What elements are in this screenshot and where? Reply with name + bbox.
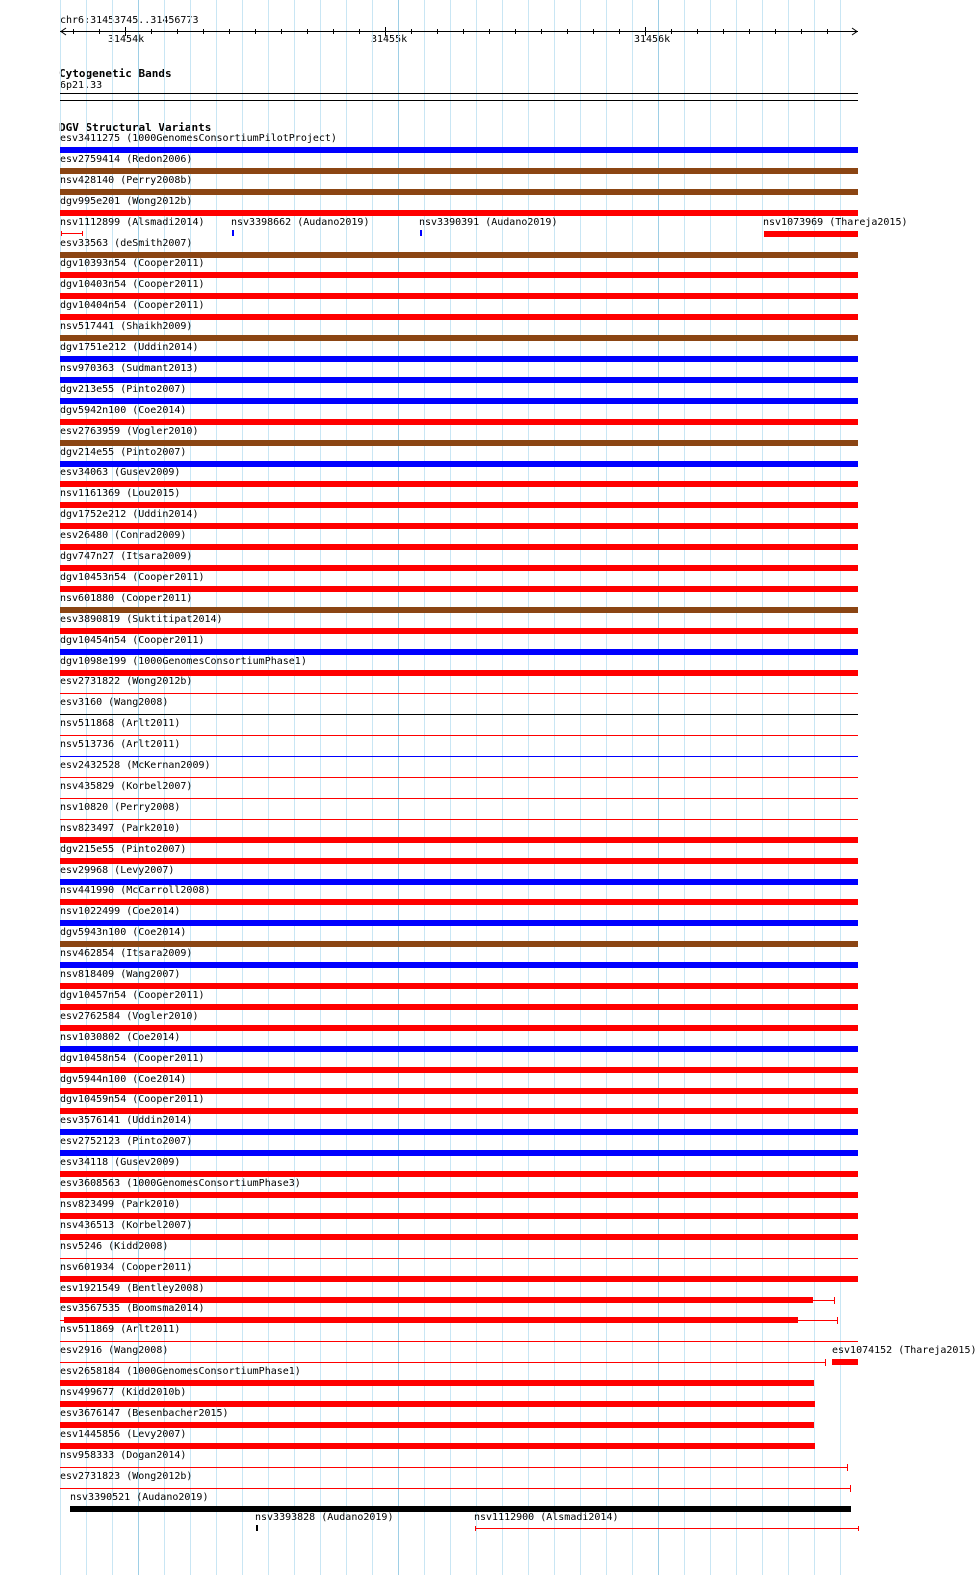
variant-bar [60, 1258, 858, 1259]
variant-bar [60, 377, 858, 383]
variant-bar [60, 1401, 815, 1407]
variant-bar [60, 1150, 858, 1156]
variant-label[interactable]: esv29968 (Levy2007) [60, 864, 175, 876]
variant-bar [60, 168, 858, 174]
variant-whisker [798, 1320, 837, 1321]
variant-whisker-end [834, 1297, 835, 1304]
variant-label[interactable]: dgv10454n54 (Cooper2011) [60, 634, 205, 646]
variant-label[interactable]: nsv1112900 (Alsmadi2014) [474, 1512, 619, 1524]
variant-bar [60, 735, 858, 736]
variant-bar [60, 189, 858, 195]
variant-label[interactable]: dgv214e55 (Pinto2007) [60, 446, 187, 458]
variant-label[interactable]: esv3608563 (1000GenomesConsortiumPhase3) [60, 1178, 301, 1189]
variant-bar [60, 1467, 847, 1468]
variant-label[interactable]: dgv10459n54 (Cooper2011) [60, 1094, 205, 1106]
variant-label[interactable]: dgv5942n100 (Coe2014) [60, 404, 187, 416]
variant-label[interactable]: esv3576141 (Uddin2014) [60, 1115, 193, 1127]
variant-bar [60, 756, 858, 757]
variant-bar [60, 586, 858, 592]
variant-label[interactable]: nsv511868 (Arlt2011) [60, 718, 181, 730]
variant-bar [60, 419, 858, 425]
variant-label[interactable]: nsv428140 (Perry2008b) [60, 174, 193, 186]
variant-bar [60, 461, 858, 467]
variant-bar [60, 1129, 858, 1135]
variant-bar [60, 272, 858, 278]
variant-label[interactable]: nsv601934 (Cooper2011) [60, 1261, 193, 1273]
variant-label[interactable]: esv3890819 (Suktitipat2014) [60, 613, 223, 625]
variant-label[interactable]: dgv5944n100 (Coe2014) [60, 1073, 187, 1085]
variant-bar [60, 777, 858, 778]
variant-bar [60, 1213, 858, 1219]
variant-bar [60, 481, 858, 487]
variant-label[interactable]: nsv823497 (Park2010) [60, 822, 181, 834]
cytoband-track-title: Cytogenetic Bands [59, 67, 172, 80]
variant-bar [60, 1297, 813, 1303]
variant-bar [60, 1108, 858, 1114]
variant-bar [60, 502, 858, 508]
variant-bar [60, 899, 858, 905]
variant-label[interactable]: nsv435829 (Korbel2007) [60, 780, 193, 792]
variant-label[interactable]: esv3160 (Wang2008) [60, 697, 169, 709]
variant-label[interactable]: nsv1161369 (Lou2015) [60, 488, 181, 500]
variant-bar [61, 233, 82, 234]
variant-bar [60, 693, 858, 694]
variant-bar [60, 293, 858, 299]
variant-bar [60, 983, 858, 989]
variant-label[interactable]: esv1445856 (Levy2007) [60, 1428, 187, 1440]
variant-whisker [813, 1300, 834, 1301]
variant-bar [60, 1488, 850, 1489]
variant-bar [60, 565, 858, 571]
variant-label[interactable]: dgv5943n100 (Coe2014) [60, 927, 187, 939]
variant-bar [420, 230, 422, 236]
variant-bar [60, 1067, 858, 1073]
variant-label[interactable]: nsv818409 (Wang2007) [60, 969, 181, 980]
variant-bar-end [850, 1485, 851, 1492]
variant-label[interactable]: esv3676147 (Besenbacher2015) [60, 1407, 229, 1419]
variant-bar [60, 628, 858, 634]
variant-label[interactable]: nsv970363 (Sudmant2013) [60, 362, 199, 374]
variant-bar [60, 1443, 815, 1449]
variant-bar [60, 1171, 858, 1177]
variant-bar [60, 798, 858, 799]
variant-label[interactable]: nsv499677 (Kidd2010b) [60, 1387, 187, 1398]
variant-bar [832, 1359, 858, 1365]
ruler-tick-label: 31455k [371, 34, 408, 45]
variant-label[interactable]: dgv10453n54 (Cooper2011) [60, 571, 205, 583]
variant-label[interactable]: esv2916 (Wang2008) [60, 1345, 169, 1357]
variant-bar [60, 1192, 858, 1198]
variant-label[interactable]: nsv1112899 (Alsmadi2014) [60, 216, 205, 228]
variant-bar [60, 1234, 858, 1240]
variant-label[interactable]: nsv462854 (Itsara2009) [60, 948, 193, 960]
variant-label[interactable]: esv1074152 (Thareja2015) [832, 1345, 977, 1357]
variant-bar [256, 1525, 258, 1531]
variant-bar [60, 1362, 825, 1363]
variant-bar [60, 335, 858, 341]
variant-label[interactable]: esv2731822 (Wong2012b) [60, 676, 193, 688]
variant-bar [60, 147, 858, 153]
variant-bar-end [847, 1464, 848, 1471]
variant-label[interactable]: nsv3398662 (Audano2019) [231, 216, 370, 228]
variant-bar [60, 607, 858, 613]
variant-bar [70, 1506, 851, 1512]
variant-label[interactable]: dgv10458n54 (Cooper2011) [60, 1052, 205, 1064]
variant-label[interactable]: esv2731823 (Wong2012b) [60, 1470, 193, 1482]
variant-bar-end [858, 1526, 859, 1531]
variant-label[interactable]: dgv747n27 (Itsara2009) [60, 551, 193, 562]
variant-label[interactable]: nsv5246 (Kidd2008) [60, 1240, 169, 1252]
variant-label[interactable]: esv26480 (Conrad2009) [60, 530, 187, 542]
variant-label[interactable]: nsv513736 (Arlt2011) [60, 739, 181, 751]
variant-label[interactable]: nsv3390521 (Audano2019) [70, 1491, 209, 1503]
variant-bar-end [825, 1359, 826, 1366]
variant-bar [60, 314, 858, 320]
variant-label[interactable]: esv3411275 (1000GenomesConsortiumPilotProject) [60, 133, 337, 144]
cytoband-name: 6p21.33 [60, 80, 103, 91]
variant-label[interactable]: nsv1030802 (Coe2014) [60, 1031, 181, 1043]
variant-label[interactable]: dgv10404n54 (Cooper2011) [60, 300, 205, 312]
variant-label[interactable]: nsv441990 (McCarroll2008) [60, 885, 211, 897]
variant-label[interactable]: dgv10393n54 (Cooper2011) [60, 258, 205, 270]
variant-label[interactable]: dgv1752e212 (Uddin2014) [60, 509, 199, 521]
dgv-track-title: DGV Structural Variants [59, 121, 212, 134]
variant-bar [60, 837, 858, 843]
variant-bar [60, 1004, 858, 1010]
variant-label[interactable]: dgv995e201 (Wong2012b) [60, 195, 193, 207]
variant-label[interactable]: nsv511869 (Arlt2011) [60, 1324, 181, 1336]
variant-label[interactable]: esv2432528 (McKernan2009) [60, 760, 211, 771]
variant-bar [60, 252, 858, 258]
variant-bar [60, 356, 858, 362]
variant-bar [60, 1025, 858, 1031]
variant-label[interactable]: dgv213e55 (Pinto2007) [60, 383, 187, 395]
variant-bar [60, 398, 858, 404]
variant-label[interactable]: dgv215e55 (Pinto2007) [60, 843, 187, 855]
variant-label[interactable]: esv2658184 (1000GenomesConsortiumPhase1) [60, 1366, 301, 1378]
variant-bar [60, 544, 858, 550]
variant-bar [60, 440, 858, 446]
variant-bar [60, 858, 858, 864]
variant-label[interactable]: dgv10403n54 (Cooper2011) [60, 279, 205, 291]
variant-whisker [60, 1320, 64, 1321]
variant-bar-end [61, 231, 62, 236]
region-label: chr6:31453745..31456773 [60, 15, 199, 26]
variant-bar [64, 1317, 798, 1323]
ruler-tick-label: 31454k [108, 34, 145, 45]
variant-bar [60, 649, 858, 655]
variant-label[interactable]: esv1921549 (Bentley2008) [60, 1282, 205, 1294]
variant-label[interactable]: nsv823499 (Park2010) [60, 1198, 181, 1210]
variant-bar [60, 210, 858, 216]
variant-bar-end [475, 1526, 476, 1531]
variant-bar [60, 920, 858, 926]
variant-whisker-end [837, 1317, 838, 1324]
variant-bar [60, 879, 858, 885]
variant-label[interactable]: dgv1098e199 (1000GenomesConsortiumPhase1) [60, 655, 307, 667]
variant-label[interactable]: esv2752123 (Pinto2007) [60, 1136, 193, 1148]
variant-label[interactable]: esv2759414 (Redon2006) [60, 153, 193, 165]
variant-label[interactable]: nsv10820 (Perry2008) [60, 801, 181, 813]
variant-bar [60, 1380, 814, 1386]
variant-label[interactable]: esv2763959 (Vogler2010) [60, 425, 199, 437]
variant-bar [60, 523, 858, 529]
variant-label[interactable]: dgv1751e212 (Uddin2014) [60, 342, 199, 353]
variant-bar [232, 230, 234, 236]
variant-bar [60, 1341, 858, 1342]
variant-label[interactable]: nsv517441 (Shaikh2009) [60, 321, 193, 333]
variant-bar [60, 1422, 814, 1428]
variant-label[interactable]: esv34063 (Gusev2009) [60, 467, 181, 479]
variant-bar [475, 1528, 858, 1529]
variant-bar [60, 714, 858, 715]
variant-label[interactable]: esv2762584 (Vogler2010) [60, 1010, 199, 1022]
variant-bar [60, 1046, 858, 1052]
variant-label[interactable]: esv3567535 (Boomsma2014) [60, 1303, 205, 1315]
variant-label[interactable]: nsv436513 (Korbel2007) [60, 1219, 193, 1231]
variant-bar-end [82, 231, 83, 236]
variant-label[interactable]: nsv1022499 (Coe2014) [60, 906, 181, 918]
variant-label[interactable]: dgv10457n54 (Cooper2011) [60, 989, 205, 1001]
variant-label[interactable]: esv34118 (Gusev2009) [60, 1157, 181, 1169]
variant-bar [60, 1276, 858, 1282]
variant-bar [60, 941, 858, 947]
variant-label[interactable]: nsv1073969 (Thareja2015) [763, 216, 908, 228]
variant-bar [764, 231, 858, 237]
variant-bar [60, 1088, 858, 1094]
variant-bar [60, 962, 858, 968]
variant-bar [60, 670, 858, 676]
variant-label[interactable]: esv33563 (deSmith2007) [60, 237, 193, 249]
variant-label[interactable]: nsv958333 (Dogan2014) [60, 1449, 187, 1461]
ruler-tick-label: 31456k [634, 34, 671, 45]
variant-label[interactable]: nsv3393828 (Audano2019) [255, 1512, 394, 1524]
variant-label[interactable]: nsv3390391 (Audano2019) [419, 216, 558, 228]
variant-bar [60, 819, 858, 820]
variant-label[interactable]: nsv601880 (Cooper2011) [60, 592, 193, 604]
